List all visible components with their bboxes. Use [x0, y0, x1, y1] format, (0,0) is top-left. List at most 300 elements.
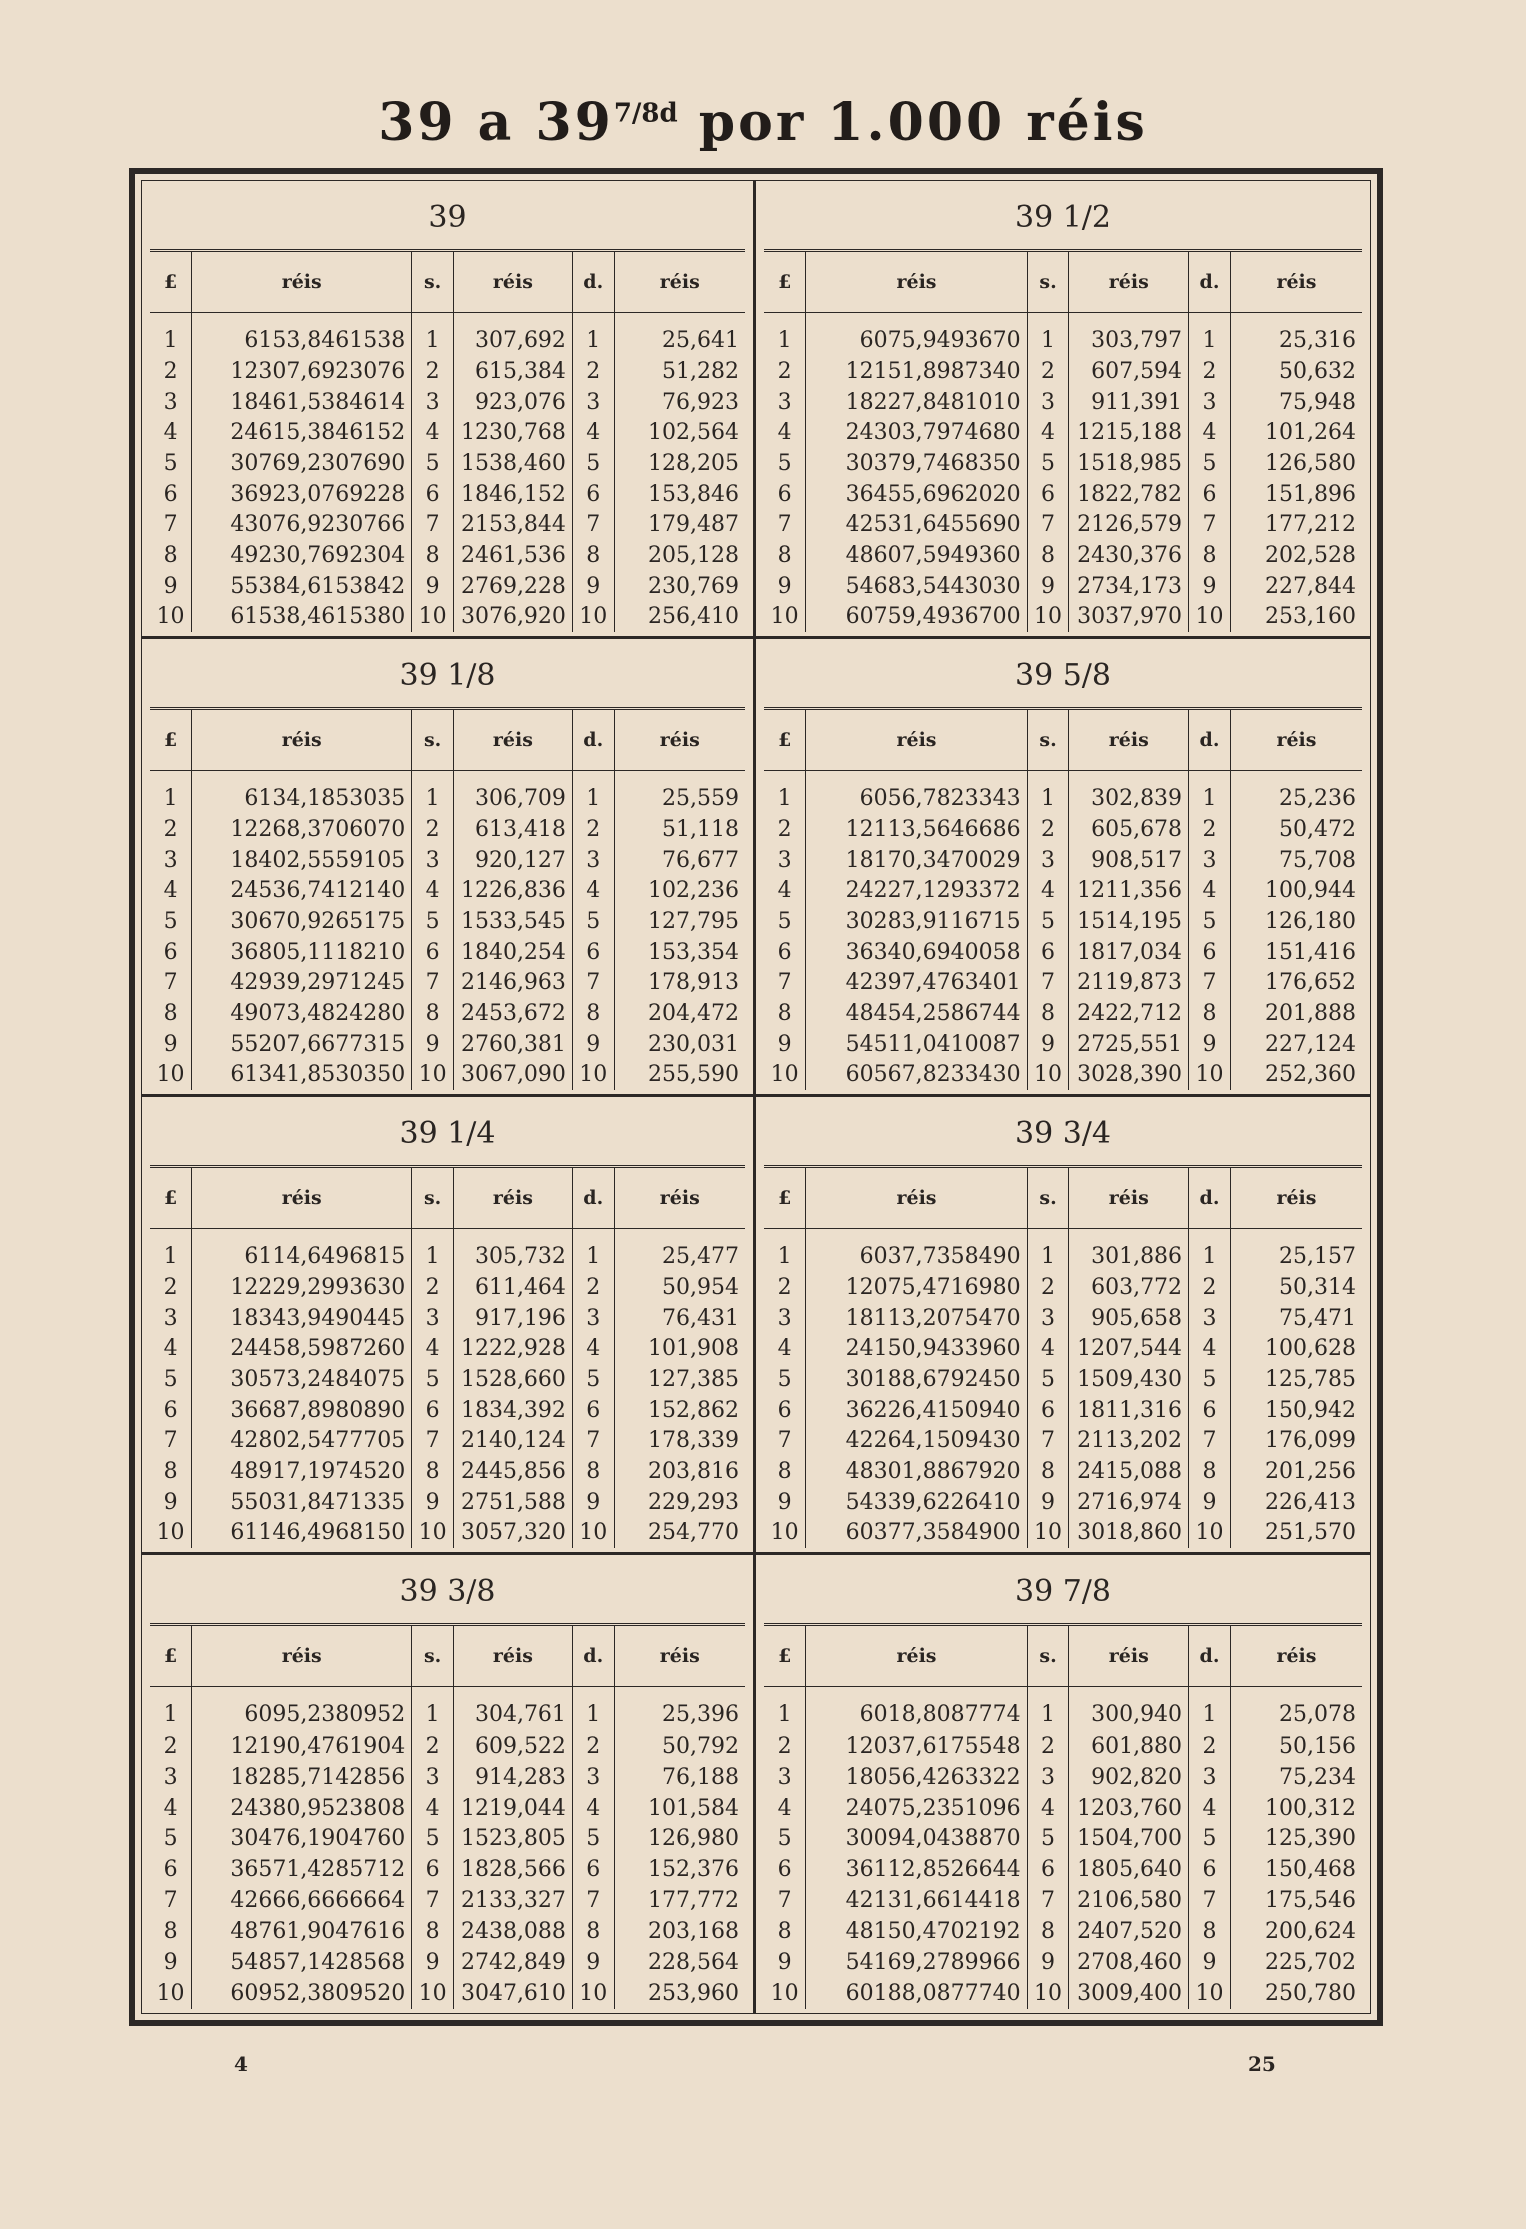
column-header-reis: réis	[614, 252, 745, 313]
shillings-reis-value: 3037,970	[1069, 601, 1189, 632]
table-row	[150, 1762, 745, 1793]
pounds-reis-value: 36923,0769228	[192, 479, 412, 510]
pence-reis-value: 100,628	[1265, 1336, 1356, 1362]
pounds-count: 6	[764, 937, 806, 968]
table-row	[764, 1885, 1362, 1916]
table-row	[764, 1425, 1362, 1456]
shillings-reis-value: 3047,610	[453, 1978, 572, 2009]
table-row	[150, 387, 745, 418]
column-header-reis: réis	[806, 710, 1027, 771]
rate-table	[150, 252, 745, 632]
pounds-reis-value: 6153,8461538	[192, 313, 412, 357]
pounds-count: 2	[150, 356, 192, 387]
shillings-reis-value: 613,418	[453, 814, 572, 845]
pence-reis-value: 76,188	[662, 1764, 739, 1790]
shillings-reis-value: 3009,400	[1069, 1978, 1189, 2009]
pence-reis-value: 251,570	[1265, 1520, 1356, 1546]
column-header-s: s.	[412, 710, 454, 771]
pounds-reis-value: 6037,7358490	[806, 1229, 1027, 1273]
pence-reis-value: 126,580	[1265, 451, 1356, 477]
column-header-pound: £	[764, 710, 806, 771]
pence-count: 5	[1189, 906, 1231, 937]
pence-reis-value: 50,632	[1279, 359, 1356, 385]
pence-reis-value: 203,816	[648, 1458, 739, 1484]
table-row	[150, 1487, 745, 1518]
pence-count: 4	[1189, 876, 1231, 907]
pence-reis-value: 203,168	[648, 1919, 739, 1945]
pence-count: 8	[572, 1456, 614, 1487]
pounds-reis-value: 55384,6153842	[192, 571, 412, 602]
column-header-pound: £	[150, 710, 192, 771]
pence-reis-value: 25,316	[1279, 328, 1356, 354]
table-row	[150, 1947, 745, 1978]
column-header-reis: réis	[453, 1168, 572, 1229]
pence-reis-value: 127,385	[648, 1367, 739, 1393]
pence-reis-value: 75,234	[1279, 1764, 1356, 1790]
pounds-reis-value: 54683,5443030	[806, 571, 1027, 602]
column-header-d: d.	[1189, 1626, 1231, 1687]
pounds-reis-value: 18343,9490445	[192, 1303, 412, 1334]
pence-count: 3	[1189, 1303, 1231, 1334]
pence-count: 5	[572, 448, 614, 479]
shillings-reis-value: 2742,849	[453, 1947, 572, 1978]
pounds-reis-value: 30188,6792450	[806, 1364, 1027, 1395]
pence-reis-value: 228,564	[648, 1950, 739, 1976]
pence-reis-value: 50,472	[1279, 817, 1356, 843]
pounds-count: 1	[150, 1229, 192, 1273]
pence-reis-value: 177,772	[648, 1888, 739, 1914]
pence-count: 1	[572, 1687, 614, 1731]
table-row	[764, 601, 1362, 632]
shillings-count: 8	[1027, 1916, 1069, 1947]
shillings-reis-value: 2106,580	[1069, 1885, 1189, 1916]
column-header-reis: réis	[1069, 252, 1189, 313]
table-row	[764, 1487, 1362, 1518]
column-header-reis: réis	[192, 252, 412, 313]
shillings-reis-value: 2126,579	[1069, 509, 1189, 540]
column-header-pound: £	[150, 252, 192, 313]
pence-reis-value: 100,312	[1265, 1795, 1356, 1821]
table-row	[764, 1916, 1362, 1947]
shillings-reis-value: 2453,672	[453, 998, 572, 1029]
table-row	[150, 356, 745, 387]
table-row	[150, 540, 745, 571]
pounds-reis-value: 24150,9433960	[806, 1334, 1027, 1365]
shillings-count: 4	[412, 418, 454, 449]
pence-count: 10	[1189, 601, 1231, 632]
shillings-reis-value: 905,658	[1069, 1303, 1189, 1334]
pounds-reis-value: 48917,1974520	[192, 1456, 412, 1487]
table-row	[764, 1059, 1362, 1090]
column-header-pound: £	[150, 1168, 192, 1229]
pence-reis-value: 76,431	[662, 1305, 739, 1331]
pounds-count: 7	[150, 509, 192, 540]
pence-count: 9	[572, 571, 614, 602]
shillings-reis-value: 1514,195	[1069, 906, 1189, 937]
shillings-count: 7	[1027, 1425, 1069, 1456]
pence-count: 4	[572, 1793, 614, 1824]
column-header-d: d.	[1189, 252, 1231, 313]
pounds-reis-value: 6095,2380952	[192, 1687, 412, 1731]
shillings-reis-value: 2751,588	[453, 1487, 572, 1518]
column-header-s: s.	[1027, 710, 1069, 771]
table-row	[150, 845, 745, 876]
pounds-count: 7	[150, 967, 192, 998]
pence-count: 7	[1189, 1885, 1231, 1916]
pounds-reis-value: 24303,7974680	[806, 418, 1027, 449]
pounds-count: 5	[150, 906, 192, 937]
pounds-count: 2	[764, 1731, 806, 1762]
column-header-reis: réis	[806, 252, 1027, 313]
shillings-reis-value: 914,283	[453, 1762, 572, 1793]
pence-reis-value: 50,792	[662, 1733, 739, 1759]
column-header-reis: réis	[806, 1168, 1027, 1229]
table-row	[764, 814, 1362, 845]
table-row	[764, 1272, 1362, 1303]
pence-reis-value: 50,954	[662, 1275, 739, 1301]
pence-count: 9	[572, 1029, 614, 1060]
pounds-reis-value: 36226,4150940	[806, 1395, 1027, 1426]
pence-reis-value: 152,376	[648, 1857, 739, 1883]
pence-count: 9	[1189, 571, 1231, 602]
block-rate-label: 39 3/4	[764, 1103, 1362, 1168]
table-row	[764, 1395, 1362, 1426]
shillings-reis-value: 1811,316	[1069, 1395, 1189, 1426]
shillings-count: 3	[1027, 387, 1069, 418]
shillings-count: 8	[412, 998, 454, 1029]
pounds-reis-value: 48607,5949360	[806, 540, 1027, 571]
shillings-reis-value: 615,384	[453, 356, 572, 387]
shillings-count: 1	[1027, 1687, 1069, 1731]
table-row	[150, 1731, 745, 1762]
shillings-count: 8	[1027, 1456, 1069, 1487]
pence-count: 6	[572, 1854, 614, 1885]
rate-table	[150, 710, 745, 1090]
pounds-count: 7	[150, 1425, 192, 1456]
rate-table	[764, 1626, 1362, 2009]
table-row	[764, 1456, 1362, 1487]
shillings-reis-value: 307,692	[453, 313, 572, 357]
pence-reis-value: 101,584	[648, 1795, 739, 1821]
pence-reis-value: 127,795	[648, 909, 739, 935]
pounds-count: 5	[764, 448, 806, 479]
column-header-pound: £	[764, 252, 806, 313]
table-row	[150, 1793, 745, 1824]
column-header-reis: réis	[1230, 1168, 1362, 1229]
table-row	[764, 771, 1362, 815]
shillings-count: 8	[412, 540, 454, 571]
pence-count: 4	[1189, 1334, 1231, 1365]
shillings-count: 10	[412, 1978, 454, 2009]
shillings-reis-value: 2133,327	[453, 1885, 572, 1916]
pence-reis-value: 227,124	[1265, 1031, 1356, 1057]
column-header-reis: réis	[192, 710, 412, 771]
shillings-count: 9	[412, 571, 454, 602]
pence-reis-value: 200,624	[1265, 1919, 1356, 1945]
table-row	[764, 1731, 1362, 1762]
pence-reis-value: 125,390	[1265, 1826, 1356, 1852]
shillings-count: 7	[412, 1425, 454, 1456]
pence-count: 2	[572, 1272, 614, 1303]
pence-count: 10	[1189, 1978, 1231, 2009]
pence-reis-value: 202,528	[1265, 542, 1356, 568]
shillings-count: 9	[1027, 571, 1069, 602]
pounds-count: 8	[764, 998, 806, 1029]
pounds-count: 4	[764, 1793, 806, 1824]
pounds-count: 6	[150, 1854, 192, 1885]
pence-reis-value: 254,770	[648, 1520, 739, 1546]
pence-count: 10	[1189, 1059, 1231, 1090]
pounds-count: 9	[764, 1487, 806, 1518]
shillings-count: 6	[412, 479, 454, 510]
table-row	[150, 1059, 745, 1090]
pounds-count: 1	[764, 1229, 806, 1273]
shillings-reis-value: 3076,920	[453, 601, 572, 632]
shillings-reis-value: 609,522	[453, 1731, 572, 1762]
shillings-count: 6	[412, 1395, 454, 1426]
pence-reis-value: 101,264	[1265, 420, 1356, 446]
column-header-reis: réis	[1069, 710, 1189, 771]
pence-count: 6	[1189, 479, 1231, 510]
pounds-reis-value: 36455,6962020	[806, 479, 1027, 510]
pounds-count: 10	[150, 1978, 192, 2009]
pounds-count: 2	[764, 1272, 806, 1303]
pounds-reis-value: 24458,5987260	[192, 1334, 412, 1365]
table-row	[764, 1854, 1362, 1885]
pence-count: 1	[572, 313, 614, 357]
pounds-count: 9	[150, 571, 192, 602]
pounds-count: 3	[150, 1303, 192, 1334]
table-row	[764, 998, 1362, 1029]
shillings-count: 3	[1027, 845, 1069, 876]
shillings-count: 5	[1027, 906, 1069, 937]
table-row	[764, 845, 1362, 876]
shillings-count: 4	[412, 1334, 454, 1365]
shillings-count: 9	[1027, 1947, 1069, 1978]
pounds-count: 2	[764, 814, 806, 845]
pounds-count: 8	[150, 998, 192, 1029]
table-row	[764, 1978, 1362, 2009]
table-row	[764, 1303, 1362, 1334]
pounds-count: 4	[764, 876, 806, 907]
pence-reis-value: 25,641	[662, 328, 739, 354]
column-header-s: s.	[1027, 1626, 1069, 1687]
table-row	[150, 1395, 745, 1426]
column-header-reis: réis	[453, 710, 572, 771]
pounds-reis-value: 30094,0438870	[806, 1823, 1027, 1854]
pence-count: 5	[1189, 448, 1231, 479]
shillings-count: 10	[412, 1059, 454, 1090]
table-row	[150, 1456, 745, 1487]
table-row	[150, 1425, 745, 1456]
table-row	[150, 1272, 745, 1303]
pounds-count: 5	[764, 1823, 806, 1854]
pounds-count: 5	[150, 1823, 192, 1854]
pence-count: 8	[572, 1916, 614, 1947]
pence-reis-value: 100,944	[1265, 878, 1356, 904]
block-rate-label: 39 1/2	[764, 187, 1362, 252]
column-header-d: d.	[572, 710, 614, 771]
pounds-count: 6	[150, 937, 192, 968]
pounds-reis-value: 36805,1118210	[192, 937, 412, 968]
shillings-reis-value: 306,709	[453, 771, 572, 815]
pence-count: 7	[572, 1885, 614, 1916]
column-header-d: d.	[572, 1626, 614, 1687]
shillings-count: 7	[412, 1885, 454, 1916]
pence-count: 2	[572, 356, 614, 387]
pence-reis-value: 250,780	[1265, 1980, 1356, 2006]
pounds-count: 5	[150, 448, 192, 479]
pounds-count: 8	[764, 1456, 806, 1487]
table-row	[150, 418, 745, 449]
pence-count: 1	[572, 771, 614, 815]
pence-count: 2	[1189, 814, 1231, 845]
table-row	[764, 448, 1362, 479]
pence-reis-value: 25,078	[1279, 1702, 1356, 1728]
column-header-s: s.	[412, 252, 454, 313]
pence-reis-value: 153,354	[648, 939, 739, 965]
pounds-reis-value: 42264,1509430	[806, 1425, 1027, 1456]
pounds-reis-value: 12113,5646686	[806, 814, 1027, 845]
shillings-count: 10	[412, 1517, 454, 1548]
column-header-s: s.	[1027, 1168, 1069, 1229]
shillings-reis-value: 1215,188	[1069, 418, 1189, 449]
pounds-count: 1	[764, 1687, 806, 1731]
shillings-count: 9	[1027, 1029, 1069, 1060]
column-header-reis: réis	[806, 1626, 1027, 1687]
pounds-count: 9	[764, 1947, 806, 1978]
shillings-count: 4	[1027, 418, 1069, 449]
pence-reis-value: 151,416	[1265, 939, 1356, 965]
table-row	[150, 998, 745, 1029]
pence-reis-value: 150,468	[1265, 1857, 1356, 1883]
pence-count: 1	[1189, 313, 1231, 357]
table-row	[150, 448, 745, 479]
pence-reis-value: 25,559	[662, 786, 739, 812]
shillings-reis-value: 2407,520	[1069, 1916, 1189, 1947]
shillings-count: 5	[412, 1364, 454, 1395]
pounds-reis-value: 48150,4702192	[806, 1916, 1027, 1947]
pence-count: 1	[1189, 1229, 1231, 1273]
shillings-reis-value: 908,517	[1069, 845, 1189, 876]
pounds-count: 1	[150, 1687, 192, 1731]
shillings-count: 5	[412, 1823, 454, 1854]
pounds-reis-value: 54169,2789966	[806, 1947, 1027, 1978]
pence-reis-value: 126,180	[1265, 909, 1356, 935]
shillings-reis-value: 601,880	[1069, 1731, 1189, 1762]
table-row	[764, 540, 1362, 571]
shillings-reis-value: 2146,963	[453, 967, 572, 998]
pounds-count: 8	[764, 540, 806, 571]
pounds-reis-value: 6114,6496815	[192, 1229, 412, 1273]
pence-count: 5	[572, 906, 614, 937]
pounds-count: 1	[150, 771, 192, 815]
pence-reis-value: 128,205	[648, 451, 739, 477]
pence-count: 2	[1189, 1731, 1231, 1762]
pence-reis-value: 76,923	[662, 389, 739, 415]
pounds-count: 5	[150, 1364, 192, 1395]
column-header-reis: réis	[1069, 1168, 1189, 1229]
pence-reis-value: 176,652	[1265, 970, 1356, 996]
pounds-count: 7	[764, 509, 806, 540]
pence-count: 1	[1189, 1687, 1231, 1731]
pence-count: 4	[572, 876, 614, 907]
table-row	[150, 876, 745, 907]
pounds-reis-value: 18056,4263322	[806, 1762, 1027, 1793]
shillings-count: 6	[1027, 479, 1069, 510]
shillings-reis-value: 1207,544	[1069, 1334, 1189, 1365]
shillings-reis-value: 301,886	[1069, 1229, 1189, 1273]
pounds-reis-value: 30670,9265175	[192, 906, 412, 937]
pounds-reis-value: 61341,8530350	[192, 1059, 412, 1090]
pence-count: 7	[572, 1425, 614, 1456]
pounds-count: 1	[150, 313, 192, 357]
pence-count: 6	[572, 937, 614, 968]
shillings-count: 2	[412, 814, 454, 845]
rate-block	[142, 1555, 756, 2013]
shillings-count: 10	[412, 601, 454, 632]
shillings-reis-value: 1822,782	[1069, 479, 1189, 510]
column-header-s: s.	[412, 1626, 454, 1687]
table-row	[150, 814, 745, 845]
pounds-reis-value: 18285,7142856	[192, 1762, 412, 1793]
shillings-reis-value: 1840,254	[453, 937, 572, 968]
pounds-count: 5	[764, 1364, 806, 1395]
shillings-count: 8	[412, 1456, 454, 1487]
table-row	[764, 1687, 1362, 1731]
shillings-reis-value: 2119,873	[1069, 967, 1189, 998]
pounds-count: 2	[150, 814, 192, 845]
pence-count: 9	[1189, 1947, 1231, 1978]
pence-count: 7	[1189, 967, 1231, 998]
shillings-reis-value: 1523,805	[453, 1823, 572, 1854]
table-row	[764, 906, 1362, 937]
shillings-reis-value: 1219,044	[453, 1793, 572, 1824]
pence-reis-value: 229,293	[648, 1489, 739, 1515]
pence-reis-value: 178,913	[648, 970, 739, 996]
shillings-count: 2	[1027, 1731, 1069, 1762]
pence-reis-value: 50,156	[1279, 1733, 1356, 1759]
table-row	[764, 967, 1362, 998]
pence-reis-value: 126,980	[648, 1826, 739, 1852]
pence-count: 2	[1189, 1272, 1231, 1303]
pence-count: 3	[572, 845, 614, 876]
pounds-reis-value: 30283,9116715	[806, 906, 1027, 937]
shillings-reis-value: 2461,536	[453, 540, 572, 571]
shillings-count: 1	[1027, 1229, 1069, 1273]
pounds-reis-value: 6075,9493670	[806, 313, 1027, 357]
shillings-reis-value: 1203,760	[1069, 1793, 1189, 1824]
table-row	[764, 418, 1362, 449]
pounds-count: 10	[764, 1517, 806, 1548]
pence-reis-value: 204,472	[648, 1000, 739, 1026]
footer-left-number: 4	[234, 2052, 248, 2076]
pence-count: 6	[1189, 1854, 1231, 1885]
shillings-count: 10	[1027, 1059, 1069, 1090]
pounds-reis-value: 6056,7823343	[806, 771, 1027, 815]
pence-count: 9	[572, 1947, 614, 1978]
table-row	[150, 1303, 745, 1334]
pounds-reis-value: 24075,2351096	[806, 1793, 1027, 1824]
pounds-count: 4	[150, 418, 192, 449]
table-row	[764, 1793, 1362, 1824]
pence-reis-value: 75,708	[1279, 847, 1356, 873]
pence-count: 2	[1189, 356, 1231, 387]
pounds-reis-value: 60188,0877740	[806, 1978, 1027, 2009]
table-row	[150, 1854, 745, 1885]
pence-count: 7	[1189, 509, 1231, 540]
column-header-d: d.	[1189, 1168, 1231, 1229]
